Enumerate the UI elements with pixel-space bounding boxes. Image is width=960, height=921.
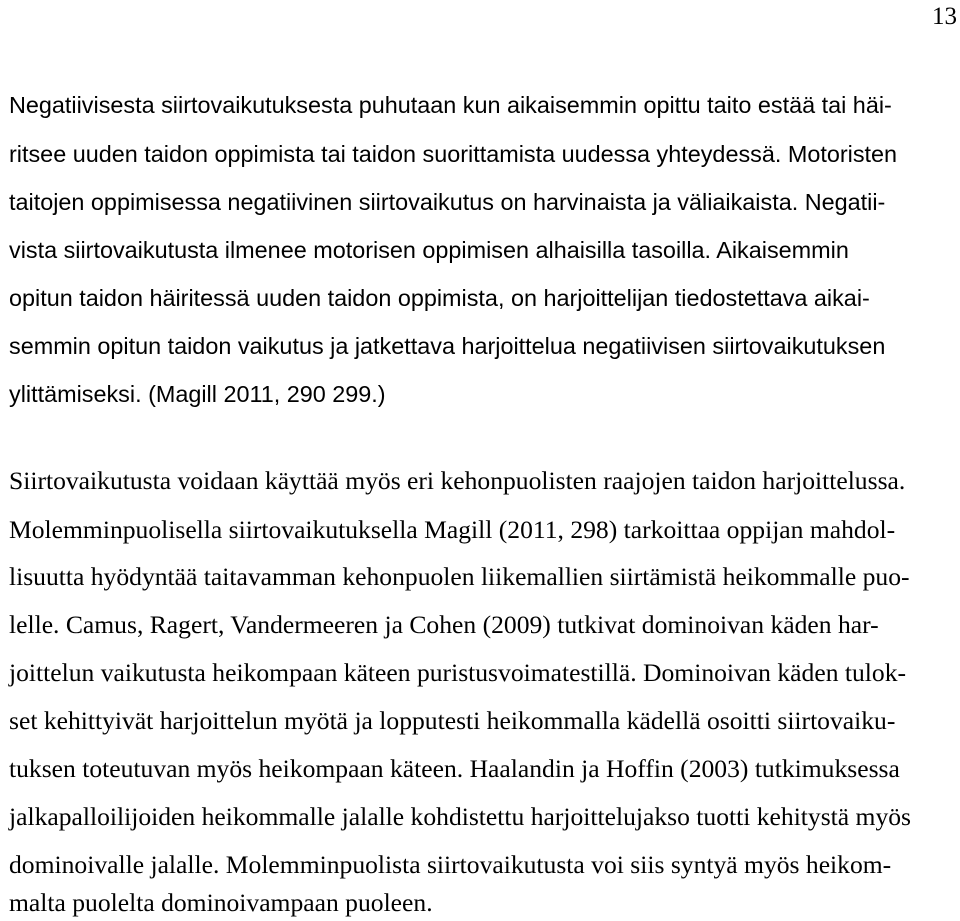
paragraph-line: set kehittyivät harjoittelun myötä ja lopputesti heikommalla kädellä osoitti siirtovaiku- — [9, 706, 896, 735]
paragraph-line: vista siirtovaikutusta ilmenee motorisen oppimisen alhaisilla tasoilla. Aikaisemmin — [9, 237, 849, 263]
paragraph-line: malta puolelta dominoivampaan puoleen. — [9, 888, 433, 917]
paragraph-line: tuksen toteutuvan myös heikompaan käteen. Haalandin ja Hoffin (2003) tutkimuksessa — [9, 754, 900, 783]
page-number: 13 — [932, 3, 957, 30]
paragraph-line: semmin opitun taidon vaikutus ja jatkettava harjoittelua negatiivisen siirtovaikutuksen — [9, 333, 886, 359]
paragraph-line: ritsee uuden taidon oppimista tai taidon suorittamista uudessa yhteydessä. Motoristen — [9, 141, 898, 167]
paragraph-line: Molemminpuolisella siirtovaikutuksella Magill (2011, 298) tarkoittaa oppijan mahdol- — [9, 515, 896, 544]
paragraph-line: jalkapalloilijoiden heikommalle jalalle kohdistettu harjoittelujakso tuotti kehitystä myös — [9, 802, 912, 831]
paragraph-line: opitun taidon häiritessä uuden taidon oppimista, on harjoittelijan tiedostettava aikai- — [9, 285, 870, 311]
paragraph-line: taitojen oppimisessa negatiivinen siirtovaikutus on harvinaista ja väliaikaista. Negatii- — [9, 189, 886, 215]
paragraph-line: joittelun vaikutusta heikompaan käteen puristusvoimatestillä. Dominoivan käden tulok- — [9, 658, 907, 687]
paragraph-line: lelle. Camus, Ragert, Vandermeeren ja Cohen (2009) tutkivat dominoivan käden har- — [9, 610, 879, 639]
paragraph-line: dominoivalle jalalle. Molemminpuolista siirtovaikutusta voi siis syntyä myös heikom- — [9, 850, 892, 879]
paragraph-line: Negatiivisesta siirtovaikutuksesta puhutaan kun aikaisemmin opittu taito estää tai häi- — [9, 92, 892, 118]
paragraph-line: Siirtovaikutusta voidaan käyttää myös eri kehonpuolisten raajojen taidon harjoittelussa. — [9, 466, 906, 495]
paragraph-line: ylittämiseksi. (Magill 2011, 290 299.) — [9, 381, 386, 407]
paragraph-line: lisuutta hyödyntää taitavamman kehonpuolen liikemallien siirtämistä heikommalle puo- — [9, 562, 910, 591]
